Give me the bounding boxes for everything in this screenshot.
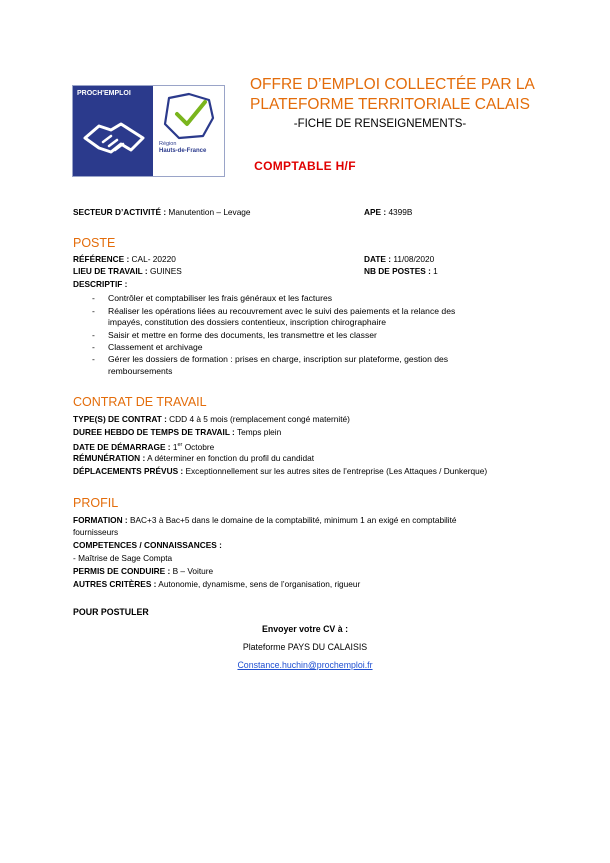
region-map-icon [159, 92, 217, 140]
section-contrat-heading: CONTRAT DE TRAVAIL [73, 395, 207, 409]
bullet-item-5-cont: remboursements [108, 366, 173, 376]
ape-line [364, 207, 412, 218]
duree-value: Temps plein [234, 427, 282, 437]
header-title-line2: PLATEFORME TERRITORIALE CALAIS [250, 96, 530, 113]
autres-criteres-value: Autonomie, dynamisme, sens de l’organisation, rigueur [156, 579, 361, 589]
demarrage-label: DATE DE DÉMARRAGE : [73, 441, 171, 452]
email-line [0, 660, 610, 671]
autres-criteres-label: AUTRES CRITÈRES : [73, 579, 157, 589]
postuler-heading: POUR POSTULER [73, 607, 149, 617]
bullet-item-2-cont: impayés, constitution des dossiers contentieux, inscription chirographaire [108, 317, 387, 327]
logo-region-small: Région [159, 141, 177, 147]
demarrage-value-month: Octobre [182, 441, 215, 452]
platform-name: Plateforme PAYS DU CALAISIS [242, 642, 368, 652]
lieu-line [73, 266, 182, 277]
bullet-dash: - [92, 306, 95, 316]
demarrage-line [73, 440, 214, 453]
remuneration-line [73, 453, 314, 464]
logo-brand-text: PROCH'EMPLOI [77, 90, 131, 97]
permis-line [73, 566, 213, 577]
nb-postes-line [364, 266, 438, 277]
date-line [364, 254, 434, 265]
sector-value: Manutention – Levage [166, 207, 251, 217]
duree-label: DUREE HEBDO DE TEMPS DE TRAVAIL : [73, 427, 235, 437]
bullet-item-4: Classement et archivage [108, 342, 203, 352]
bullet-dash: - [92, 342, 95, 352]
bullet-dash: - [92, 330, 95, 340]
reference-label: RÉFÉRENCE : [73, 254, 130, 264]
date-value: 11/08/2020 [391, 254, 435, 264]
type-contrat-label: TYPE(S) DE CONTRAT : [73, 414, 167, 424]
formation-value: BAC+3 à Bac+5 dans le domaine de la comptabilité, minimum 1 an exigé en comptabilité [127, 515, 457, 525]
email-link[interactable]: Constance.huchin@prochemploi.fr [237, 660, 373, 670]
competences-value: - Maîtrise de Sage Compta [73, 553, 173, 563]
bullet-dash: - [92, 354, 95, 364]
bullet-dash: - [92, 293, 95, 303]
permis-label: PERMIS DE CONDUIRE : [73, 566, 171, 576]
demarrage-sup: er [177, 442, 183, 448]
date-label: DATE : [364, 254, 392, 264]
handshake-icon [81, 108, 147, 160]
section-profil-heading: PROFIL [73, 496, 119, 510]
remuneration-label: RÉMUNÉRATION : [73, 453, 146, 463]
section-poste-heading: POSTE [73, 236, 116, 250]
type-contrat-line [73, 414, 350, 425]
deplacements-line [73, 466, 487, 477]
reference-line [73, 254, 176, 265]
autres-criteres-line [73, 579, 360, 590]
deplacements-label: DÉPLACEMENTS PRÉVUS : [73, 466, 184, 476]
header-title-line1: OFFRE D’EMPLOI COLLECTÉE PAR LA [250, 76, 535, 93]
descriptif-label: DESCRIPTIF : [73, 279, 128, 289]
lieu-label: LIEU DE TRAVAIL : [73, 266, 148, 276]
nb-postes-value: 1 [430, 266, 438, 276]
header-subtitle: -FICHE DE RENSEIGNEMENTS- [293, 118, 467, 130]
lieu-value: GUINES [147, 266, 182, 276]
deplacements-value: Exceptionnellement sur les autres sites de l’entreprise (Les Attaques / Dunkerque) [183, 466, 488, 476]
ape-value: 4399B [386, 207, 413, 217]
type-contrat-value: CDD 4 à 5 mois (remplacement congé maternité) [166, 414, 350, 424]
logo-region-name: Hauts-de-France [159, 148, 207, 154]
ape-label: APE : [364, 207, 387, 217]
duree-line [73, 427, 281, 438]
bullet-item-2: Réaliser les opérations liées au recouvrement avec le suivi des paiements et la relance des [108, 306, 456, 316]
remuneration-value: A déterminer en fonction du profil du candidat [145, 453, 315, 463]
competences-label: COMPETENCES / CONNAISSANCES : [73, 540, 222, 550]
sector-label: SECTEUR D’ACTIVITÉ : [73, 207, 167, 217]
job-title: COMPTABLE H/F [254, 159, 356, 173]
send-cv-text: Envoyer votre CV à : [261, 624, 349, 634]
permis-value: B – Voiture [170, 566, 214, 576]
demarrage-value: 1 [170, 441, 178, 452]
formation-line [73, 515, 457, 526]
nb-postes-label: NB DE POSTES : [364, 266, 431, 276]
reference-value: CAL- 20220 [129, 254, 176, 264]
sector-line [73, 207, 251, 218]
formation-value-cont: fournisseurs [73, 527, 119, 537]
bullet-item-5: Gérer les dossiers de formation : prises en charge, inscription sur plateforme, gestion des [108, 354, 449, 364]
bullet-item-3: Saisir et mettre en forme des documents, les transmettre et les classer [108, 330, 377, 340]
formation-label: FORMATION : [73, 515, 128, 525]
bullet-item-1: Contrôler et comptabiliser les frais généraux et les factures [108, 293, 333, 303]
